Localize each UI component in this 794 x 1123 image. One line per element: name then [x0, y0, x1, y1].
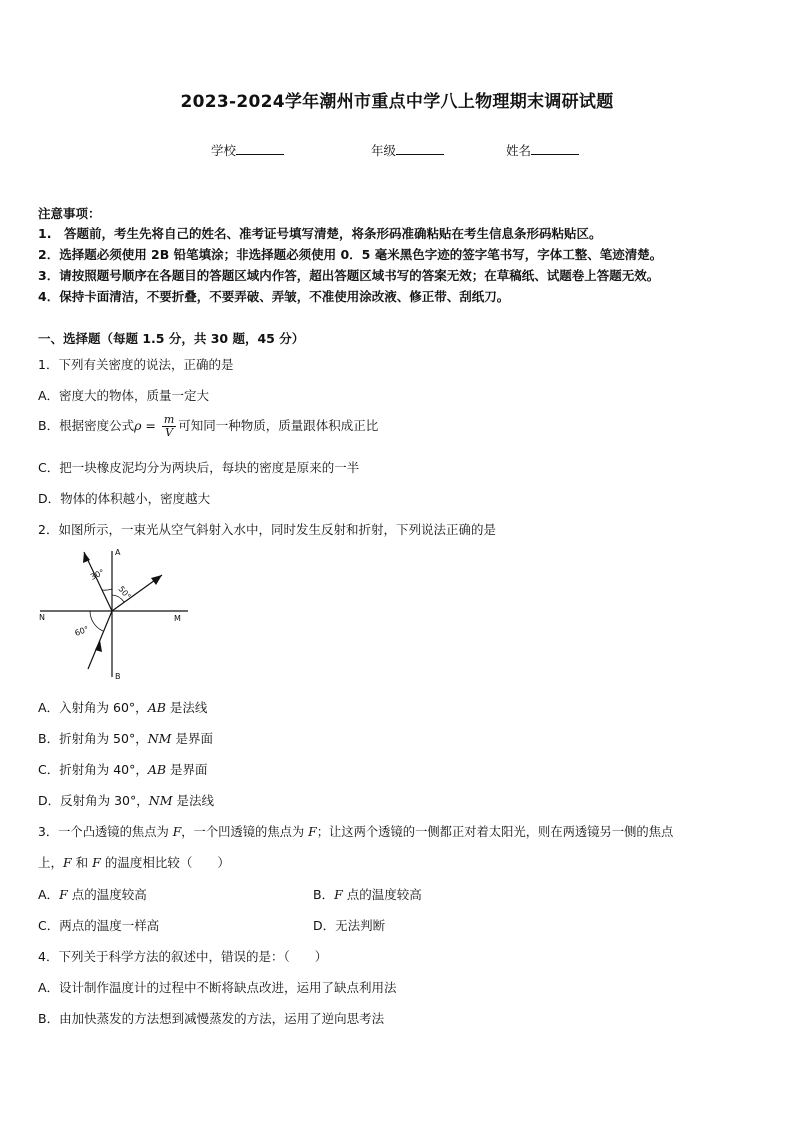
q3-option-b — [313, 885, 422, 903]
q3-l1-f2: F — [308, 825, 317, 839]
q1-option-b — [38, 414, 378, 439]
name-label: 姓名 — [506, 143, 532, 158]
q2-a-pre: A．入射角为 60°， — [38, 700, 148, 715]
notes-heading: 注意事项： — [38, 206, 101, 221]
arc-30 — [102, 589, 112, 590]
q3-stem-line1 — [38, 822, 673, 840]
equals-sign: = — [141, 418, 160, 433]
fraction-denominator: V — [165, 426, 174, 439]
q2-option-c — [38, 760, 208, 778]
q2-option-d — [38, 791, 214, 809]
grade-label: 年级 — [371, 143, 397, 158]
q1-option-c: C．把一块橡皮泥均分为两块后，每块的密度是原来的一半 — [38, 460, 360, 475]
q3-a-var: F — [59, 887, 68, 902]
q3-option-a — [38, 885, 147, 903]
q2-c-pre: C．折射角为 40°， — [38, 762, 148, 777]
label-30-deg: 30° — [89, 567, 106, 582]
q2-c-var: AB — [147, 762, 167, 777]
ray-upper-left — [84, 552, 112, 611]
page-title: 2023-2024学年潮州市重点中学八上物理期末调研试题 — [180, 92, 614, 112]
q2-d-pre: D．反射角为 30°， — [38, 793, 149, 808]
q1-stem: 1．下列有关密度的说法，正确的是 — [38, 357, 234, 372]
q2-stem: 2．如图所示，一束光从空气斜射入水中，同时发生反射和折射，下列说法正确的是 — [38, 522, 496, 537]
q3-l1-c: ；让这两个透镜的一侧都正对着太阳光，则在两透镜另一侧的焦点 — [316, 825, 674, 839]
q3-a-pre: A． — [38, 887, 60, 902]
q3-option-c: C．两点的温度一样高 — [38, 918, 160, 933]
name-blank — [531, 142, 579, 155]
section-heading: 一、选择题（每题 1.5 分，共 30 题，45 分） — [38, 331, 305, 346]
school-field — [211, 141, 284, 159]
q3-b-var: F — [334, 887, 343, 902]
label-50-deg: 50° — [116, 584, 133, 602]
q2-d-post: 是法线 — [172, 793, 214, 808]
q2-b-post: 是界面 — [171, 731, 213, 746]
q1-option-d: D．物体的体积越小，密度越大 — [38, 491, 211, 506]
q2-b-var: NM — [147, 731, 172, 746]
arrowhead-lower-left — [95, 640, 102, 652]
q3-l2-f2: F — [92, 855, 101, 870]
q1-b-post: 可知同一种物质，质量跟体积成正比 — [178, 418, 379, 433]
q3-a-post: 点的温度较高 — [67, 887, 147, 902]
school-blank — [236, 142, 284, 155]
label-m: M — [174, 614, 181, 623]
q4-stem: 4．下列关于科学方法的叙述中，错误的是：（ ） — [38, 949, 328, 964]
fraction-numerator: m — [163, 413, 175, 426]
q3-l2-c: 的温度相比较（ ） — [100, 855, 230, 870]
q3-l1-f1: F — [172, 825, 182, 839]
q1-b-pre: B．根据密度公式 — [38, 418, 135, 433]
q4-option-b: B．由加快蒸发的方法想到减慢蒸发的方法，运用了逆向思考法 — [38, 1011, 385, 1026]
q3-option-d: D．无法判断 — [313, 918, 386, 933]
q3-b-pre: B． — [313, 887, 335, 902]
q2-a-var: AB — [147, 700, 166, 715]
grade-field — [371, 141, 444, 159]
q1-option-a: A．密度大的物体，质量一定大 — [38, 388, 210, 403]
q3-stem-line2 — [38, 853, 230, 871]
arrowhead-upper-right — [151, 575, 162, 585]
note-item-2: 2．选择题必须使用 2B 铅笔填涂；非选择题必须使用 0．5 毫米黑色字迹的签字笔书写，字体工整、笔迹清楚。 — [38, 247, 663, 262]
q3-l2-b: 和 — [71, 855, 93, 870]
q2-a-post: 是法线 — [165, 700, 208, 715]
q3-l2-a: 上， — [38, 855, 64, 870]
q3-l2-f1: F — [63, 855, 72, 870]
q3-b-post: 点的温度较高 — [342, 887, 422, 902]
arc-60 — [90, 611, 103, 631]
school-label: 学校 — [211, 143, 237, 158]
q2-b-pre: B．折射角为 50°， — [38, 731, 148, 746]
q3-l1-a: 3．一个凸透镜的焦点为 — [38, 825, 173, 839]
density-fraction — [162, 414, 176, 439]
rho-symbol: ρ — [134, 418, 142, 433]
q2-option-b — [38, 729, 213, 747]
q3-l1-b: ，一个凹透镜的焦点为 — [181, 825, 309, 839]
q2-c-post: 是界面 — [166, 762, 208, 777]
label-60-deg: 60° — [73, 624, 91, 638]
q2-d-var: NM — [148, 793, 173, 808]
note-item-3: 3．请按照题号顺序在各题目的答题区域内作答，超出答题区域书写的答案无效；在草稿纸、试题卷上答题无效。 — [38, 268, 660, 283]
label-a: A — [115, 548, 121, 557]
note-item-4: 4．保持卡面清洁，不要折叠，不要弄破、弄皱，不准使用涂改液、修正带、刮纸刀。 — [38, 289, 510, 304]
q2-option-a — [38, 698, 207, 716]
name-field — [506, 141, 579, 159]
light-refraction-diagram — [38, 545, 198, 683]
label-b: B — [115, 672, 121, 681]
note-item-1: 1. 答题前，考生先将自己的姓名、准考证号填写清楚，将条形码准确粘贴在考生信息条形码粘贴区。 — [38, 226, 602, 241]
grade-blank — [396, 142, 444, 155]
label-n: N — [39, 613, 45, 622]
q4-option-a: A．设计制作温度计的过程中不断将缺点改进，运用了缺点利用法 — [38, 980, 397, 995]
